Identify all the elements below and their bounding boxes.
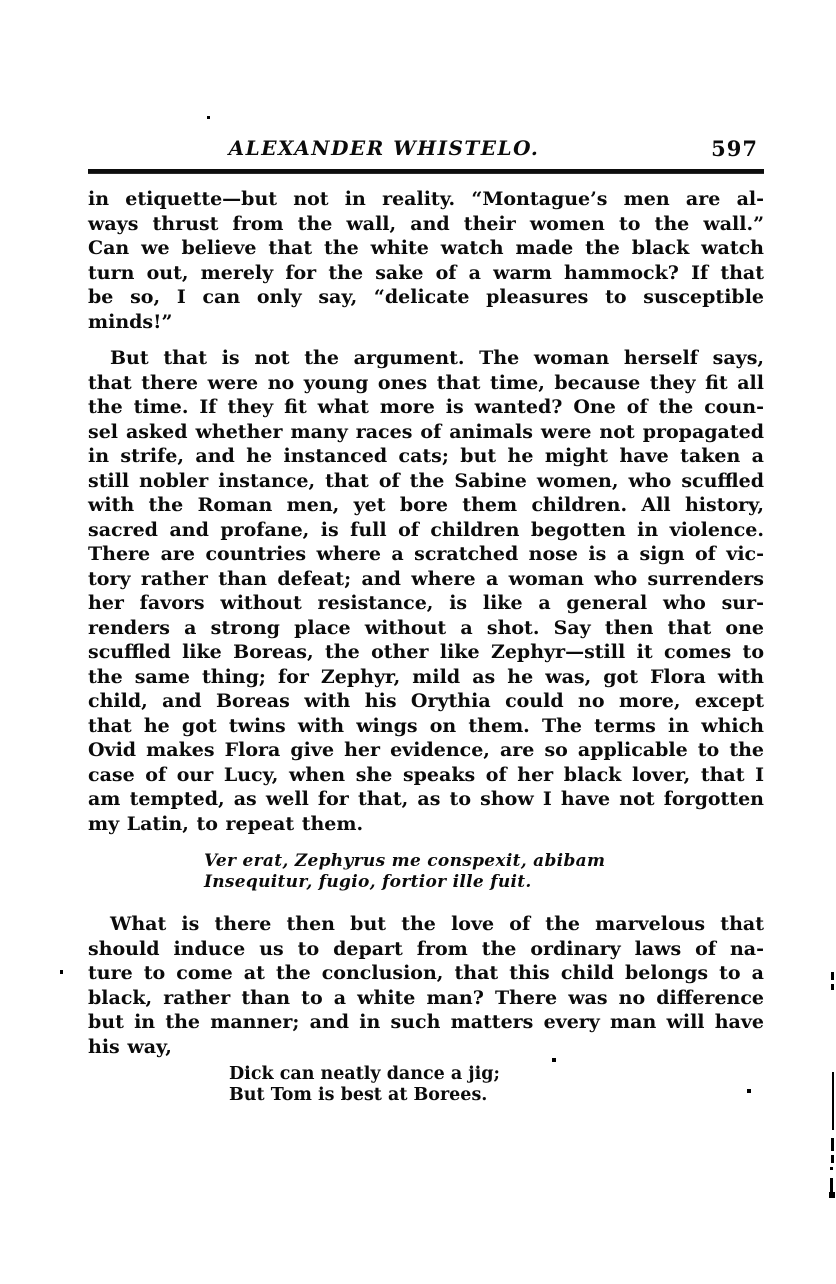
- text-line: that there were no young ones that time, because they fit all: [88, 371, 764, 394]
- text-line: ways thrust from the wall, and their women to the wall.”: [88, 212, 764, 235]
- text-line: scuffled like Boreas, the other like Zephyr—still it comes to: [88, 641, 764, 663]
- text-line: child, and Boreas with his Orythia could no more, except: [88, 690, 764, 712]
- scan-artifact: [60, 970, 63, 974]
- page-body: [88, 187, 764, 1106]
- text-line: Dick can neatly dance a jig;: [229, 1064, 500, 1084]
- text-line: should induce us to depart from the ordinary laws of na-: [88, 937, 764, 960]
- running-head-title: ALEXANDER WHISTELO.: [228, 136, 540, 160]
- text-line: sacred and profane, is full of children begotten in violence.: [88, 518, 764, 541]
- scan-artifact: [207, 116, 210, 119]
- scan-artifact: [830, 1167, 833, 1170]
- text-line: But Tom is best at Borees.: [229, 1085, 488, 1105]
- text-line: sel asked whether many races of animals were not propagated: [88, 420, 764, 443]
- scan-artifact: [747, 1089, 751, 1093]
- page-number: 597: [711, 136, 758, 161]
- scan-artifact: [831, 972, 834, 980]
- text-line: still nobler instance, that of the Sabine women, who scuffled: [88, 469, 764, 492]
- text-line: renders a strong place without a shot. Say then that one: [88, 616, 764, 639]
- text-line: with the Roman men, yet bore them children. All history,: [88, 494, 764, 516]
- text-line: black, rather than to a white man? There was no difference: [88, 986, 764, 1009]
- paragraph: [88, 346, 764, 836]
- text-line: Can we believe that the white watch made the black watch: [88, 237, 764, 259]
- text-line: in etiquette—but not in reality. “Montague’s men are al-: [88, 188, 764, 210]
- text-line: but in the manner; and in such matters every man will have: [88, 1011, 764, 1033]
- text-line: that he got twins with wings on them. The terms in which: [88, 714, 764, 737]
- text-line: minds!”: [88, 310, 173, 333]
- text-line: What is there then but the love of the marvelous that: [110, 913, 764, 935]
- scan-artifact: [552, 1058, 556, 1062]
- couplet: [229, 1064, 764, 1106]
- text-line: Ver erat, Zephyrus me conspexit, abibam: [204, 851, 606, 871]
- text-line: his way,: [88, 1035, 172, 1058]
- text-line: am tempted, as well for that, as to show I have not forgotten: [88, 788, 764, 810]
- text-line: in strife, and he instanced cats; but he might have taken a: [88, 445, 764, 467]
- text-line: my Latin, to repeat them.: [88, 812, 364, 835]
- scan-artifact: [831, 984, 834, 990]
- text-line: Ovid makes Flora give her evidence, are so applicable to the: [88, 739, 764, 761]
- text-block: [88, 136, 764, 1106]
- text-line: tory rather than defeat; and where a woman who surrenders: [88, 567, 764, 590]
- text-line: But that is not the argument. The woman herself says,: [110, 347, 764, 369]
- paragraph: [88, 187, 764, 334]
- scan-artifact: [831, 1138, 834, 1151]
- scan-artifact: [829, 1192, 835, 1198]
- text-line: turn out, merely for the sake of a warm hammock? If that: [88, 261, 764, 284]
- scan-artifact: [831, 1155, 834, 1163]
- text-line: be so, I can only say, “delicate pleasures to susceptible: [88, 286, 764, 308]
- running-head: [88, 136, 764, 162]
- text-line: case of our Lucy, when she speaks of her black lover, that I: [88, 763, 764, 786]
- header-rule: [88, 169, 764, 174]
- scan-artifact: [832, 1072, 834, 1130]
- verse: [204, 851, 764, 893]
- text-line: the same thing; for Zephyr, mild as he was, got Flora with: [88, 665, 764, 688]
- text-line: her favors without resistance, is like a general who sur-: [88, 592, 764, 614]
- text-line: Insequitur, fugio, fortior ille fuit.: [204, 872, 532, 892]
- paragraph: [88, 912, 764, 1059]
- text-line: the time. If they fit what more is wanted? One of the coun-: [88, 396, 764, 418]
- text-line: There are countries where a scratched nose is a sign of vic-: [88, 543, 764, 565]
- text-line: ture to come at the conclusion, that this child belongs to a: [88, 962, 764, 984]
